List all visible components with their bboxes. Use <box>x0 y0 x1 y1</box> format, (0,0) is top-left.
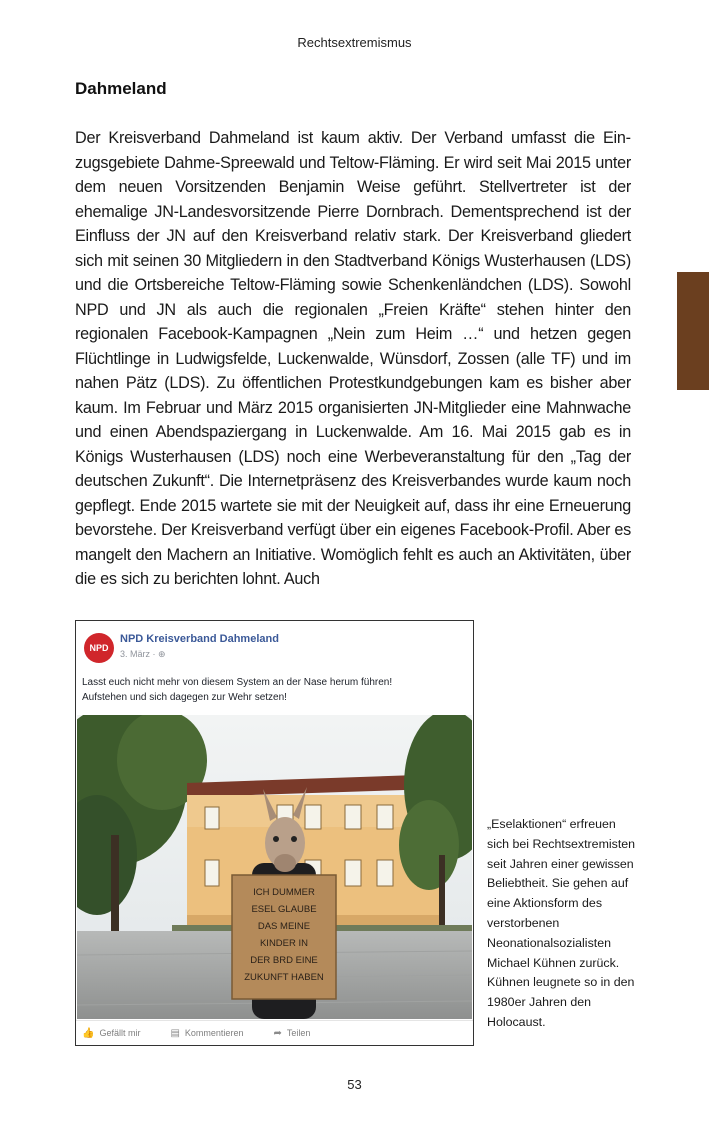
chapter-tab <box>677 272 709 390</box>
like-button[interactable] <box>82 1028 140 1039</box>
facebook-post-header <box>82 629 467 709</box>
facebook-post-line: Lasst euch nicht mehr von diesem System an der Nase herum führen! <box>82 677 393 688</box>
comment-label: Kommentieren <box>184 1028 244 1038</box>
share-label: Teilen <box>286 1028 311 1038</box>
sign-line: DER BRD EINE <box>250 955 318 966</box>
share-icon: ➦ <box>273 1027 282 1039</box>
npd-logo-icon <box>84 633 114 663</box>
npd-logo-text: NPD <box>89 643 109 653</box>
running-head: Rechtsextremismus <box>297 35 412 50</box>
page-number: 53 <box>347 1077 362 1092</box>
facebook-post-line: Aufstehen und sich dagegen zur Wehr setzen! <box>82 692 287 703</box>
share-button[interactable] <box>273 1028 310 1039</box>
facebook-post-date: 3. März · ⊕ <box>120 649 166 659</box>
body-paragraph: Der Kreisverband Dahmeland ist kaum aktiv. Der Verband umfasst die Einzugsgebiete Dahme-Spreewald und Teltow-Fläming. Er wird seit Mai 2015 unter dem neuen Vorsitzenden Benjamin Weise geführt. Stellvertreter ist der ehemalige JN-Landesvorsitzende Pierre Dornbrach. Dementsprechend ist der Einfluss der JN auf den Kreisverband relativ stark. Der Kreisverband gliedert sich mit seinen 30 Mitgliedern in den Stadtverband Königs Wusterhausen (LDS) und die Ortsbereiche Teltow-Fläming sowie Schenkenländchen (LDS). Sowohl NPD und JN als auch die regionalen „Freien Kräfte“ stehen hinter den regionalen Facebook-Kampagnen „Nein zum Heim …“ und hetzen gegen Flüchtlinge in Ludwigsfelde, Luckenwalde, Wünsdorf, Zossen (alle TF) und im nahen Pätz (LDS). Zu öffentlichen Protestkundgebungen kam es bisher aber kaum. Im Februar und März 2015 organisierten JN-Mitglieder eine Mahnwache und einen Abendspaziergang in Luckenwalde. Am 16. Mai 2015 gab es in Königs Wusterhausen (LDS) noch eine Werbeveranstaltung für den „Tag der deutschen Zukunft“. Die Internetpräsenz des Kreisverbandes wurde kaum noch gepflegt. Ende 2015 wartete sie mit der Neuigkeit auf, dass ihr eine Erneuerung bevorstehe. Der Kreisverband verfügt über ein eigenes Facebook-Profil. Aber es mangelt den Machern an Initiative. Womöglich fehlt es auch an Aktivitäten, über die es sich zu berichten lohnt. Auch <box>75 129 631 588</box>
facebook-post-figure <box>75 620 474 1046</box>
sign-line: ESEL GLAUBE <box>251 904 317 915</box>
like-label: Gefällt mir <box>99 1028 141 1038</box>
facebook-post-text <box>82 675 467 705</box>
protest-photo <box>77 715 472 1019</box>
comment-button[interactable] <box>170 1028 243 1039</box>
sign-line: DAS MEINE <box>257 921 311 932</box>
figure-caption: „Eselaktionen“ erfreuen sich bei Rechtsextremisten seit Jahren einer gewissen Beliebtheit. Sie gehen auf eine Aktionsform des verstorbenen Neonationalsozialisten Michael Kühnen zurück. Kühnen leugnete so in den 1980er Jahren den Holocaust. <box>487 817 636 1029</box>
sign-line: ZUKUNFT HABEN <box>244 972 324 983</box>
comment-icon: ▤ <box>170 1027 180 1039</box>
like-icon: 👍 <box>82 1027 95 1039</box>
facebook-page-name[interactable]: NPD Kreisverband Dahmeland <box>120 633 279 645</box>
sign-line: KINDER IN <box>259 938 309 949</box>
sign-line: ICH DUMMER <box>253 887 315 898</box>
facebook-actions-bar <box>76 1020 473 1045</box>
section-heading: Dahmeland <box>75 79 167 98</box>
